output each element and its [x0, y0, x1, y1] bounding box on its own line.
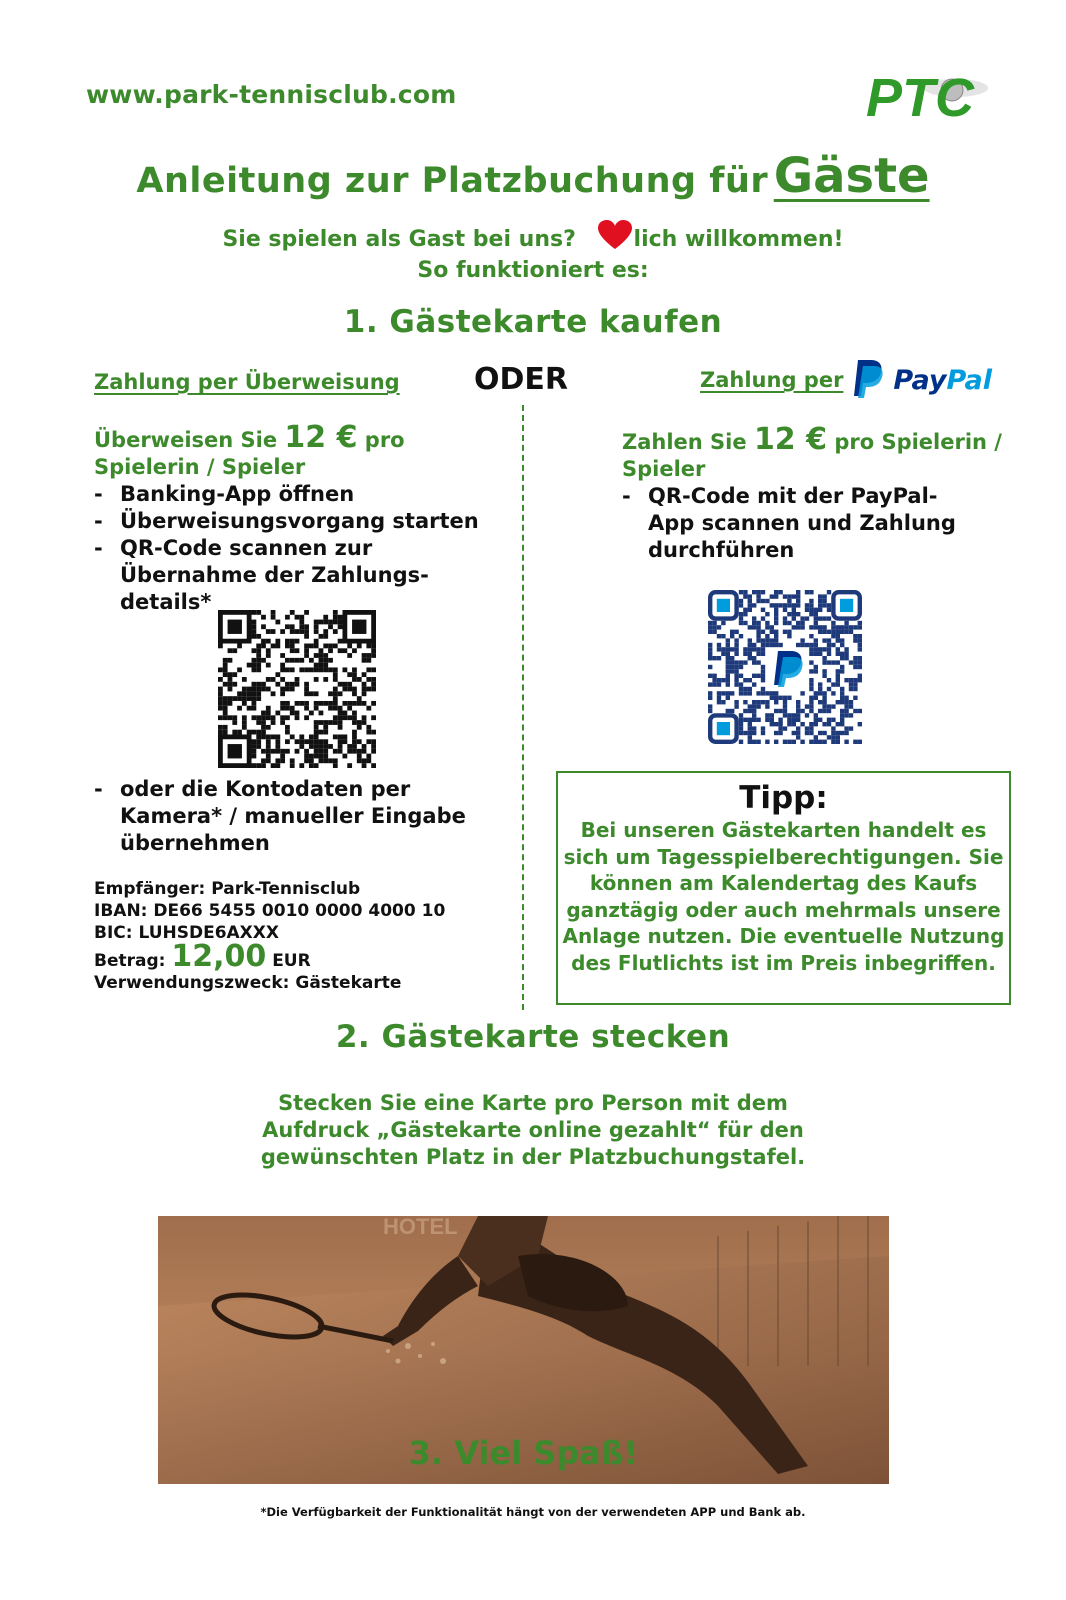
paypal-intro: Zahlen Sie 12 € pro Spielerin / Spieler — [622, 422, 1002, 481]
column-divider — [522, 405, 524, 1010]
bank-details — [94, 878, 445, 994]
transfer-column — [94, 420, 514, 616]
welcome-text: Sie spielen als Gast bei uns? lich willkommen! So funktioniert es: — [0, 220, 1066, 284]
paypal-steps — [622, 483, 1022, 564]
title-highlight: Gäste — [773, 148, 930, 204]
list-item: - Überweisungsvorgang starten — [94, 508, 514, 535]
section3-title: 3. Viel Spaß! — [408, 1434, 639, 1472]
iban: IBAN: DE66 5455 0010 0000 4000 10 — [94, 901, 446, 921]
transfer-steps — [94, 481, 514, 616]
list-item: - Banking-App öffnen — [94, 481, 514, 508]
section2-text: Stecken Sie eine Karte pro Person mit dem Aufdruck „Gästekarte online gezahlt“ für den gewünschten Platz in der Platzbuchungstafel. — [260, 1091, 806, 1169]
recipient: Empfänger: Park-Tennisclub — [94, 879, 361, 899]
tipp-title: Tipp: — [739, 780, 828, 816]
paypal-column — [622, 422, 1022, 564]
transfer-heading: Zahlung per Überweisung — [94, 370, 400, 394]
transfer-alt — [94, 776, 514, 857]
paypal-qr-code — [708, 590, 862, 748]
paypal-p-icon — [851, 358, 885, 402]
amount-line: Betrag: 12,00 EUR — [94, 939, 311, 974]
heart-icon — [598, 220, 632, 257]
list-item: - QR-Code scannen zur Übernahme der Zahlungs-details* — [94, 535, 454, 616]
section2-title: 2. Gästekarte stecken — [335, 1019, 731, 1055]
svg-text:HOTEL: HOTEL — [383, 1216, 458, 1239]
oder-label: ODER — [474, 362, 568, 397]
tipp-box — [556, 771, 1011, 1005]
bic: BIC: LUHSDE6AXXX — [94, 923, 280, 943]
list-item: - oder die Kontodaten per Kamera* / manueller Eingabe übernehmen — [94, 776, 484, 857]
transfer-qr-code — [218, 610, 376, 772]
section1-title: 1. Gästekarte kaufen — [343, 304, 723, 340]
page-title: Anleitung zur Platzbuchung für Gäste — [136, 148, 930, 204]
ptc-logo — [864, 62, 994, 122]
list-item: - QR-Code mit der PayPal-App scannen und Zahlung durchführen — [622, 483, 982, 564]
purpose: Verwendungszweck: Gästekarte — [94, 973, 402, 993]
footnote: *Die Verfügbarkeit der Funktionalität hängt von der verwendeten APP und Bank ab. — [260, 1505, 806, 1519]
website-url[interactable]: www.park-tennisclub.com — [86, 80, 457, 109]
tipp-text: Bei unseren Gästekarten handelt es sich um Tagesspielberechtigungen. Sie können am Kalendertag des Kaufs ganztägig oder auch mehrmals unsere Anlage nutzen. Die eventuelle Nutzung des Flutlichts ist im Preis inbegriffen. — [562, 818, 1005, 975]
logo-text: PTC — [866, 68, 974, 122]
transfer-intro: Überweisen Sie 12 € pro Spielerin / Spieler — [94, 420, 405, 479]
paypal-heading: Zahlung per PayPal — [700, 358, 992, 402]
paypal-logo: PayPal — [893, 364, 993, 396]
tennis-player-photo — [158, 1216, 889, 1484]
